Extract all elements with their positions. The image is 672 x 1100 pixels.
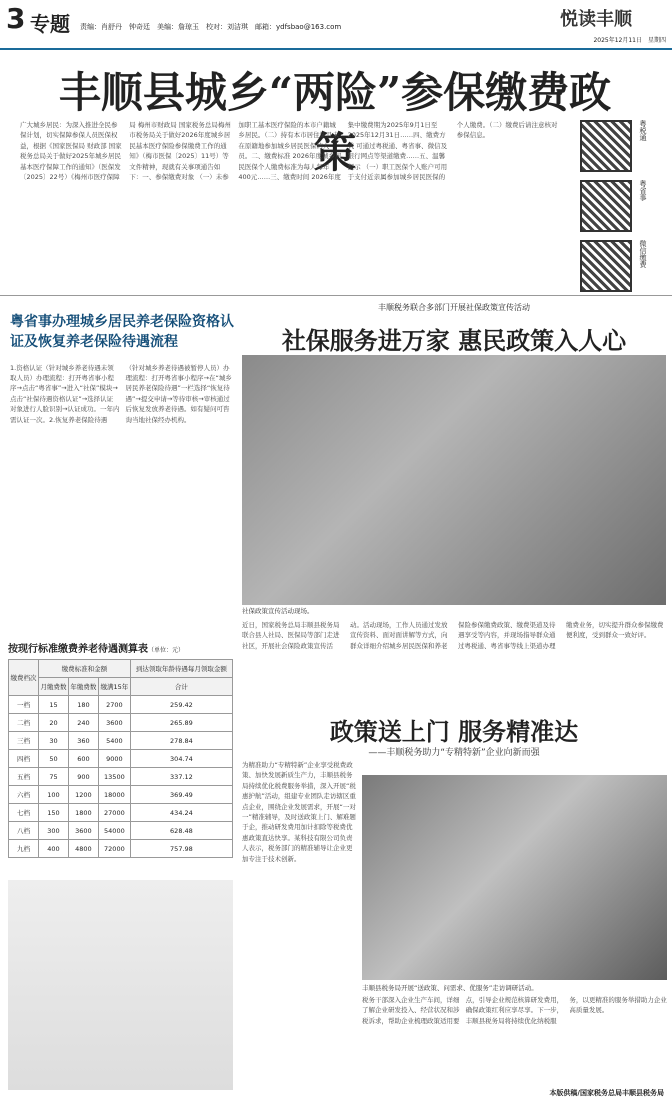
- page-number: 3: [6, 2, 26, 35]
- table-cell: 4800: [68, 840, 98, 858]
- photo-caption: 社保政策宣传活动现场。: [242, 607, 314, 615]
- table-header: 合计: [130, 678, 232, 696]
- table-cell: 九档: [9, 840, 39, 858]
- article-body: 近日，国家税务总局丰顺县税务局联合县人社局、医保局等部门走进社区，开展社会保险政策宣传活动。活动现场，工作人员通过发放宣传资料、面对面讲解等方式，向群众详细介绍城乡居民医保和养老保险参保缴费政策、缴费渠道及待遇享受等内容，并现场指导群众通过粤税通、粤省事等线上渠道办理缴费业务，切实提升群众参保缴费便利度，受到群众一致好评。: [242, 621, 664, 650]
- event-photo: [242, 355, 666, 605]
- table-row: [9, 840, 233, 858]
- table-cell: 400: [38, 840, 68, 858]
- table-header: 缴满15年: [98, 678, 130, 696]
- table-cell: 1800: [68, 804, 98, 822]
- table-row: [9, 822, 233, 840]
- fee-table: [8, 659, 233, 858]
- table-cell: 5400: [98, 732, 130, 750]
- qr-label: 微信缴费: [639, 240, 647, 268]
- table-cell: 628.48: [130, 822, 232, 840]
- table-cell: 18000: [98, 786, 130, 804]
- left-article: [10, 300, 235, 653]
- fee-table-title: [8, 640, 233, 655]
- table-cell: 五档: [9, 768, 39, 786]
- section-divider: [0, 295, 672, 296]
- table-cell: 757.98: [130, 840, 232, 858]
- article-title: 社保服务进万家 惠民政策入人心: [281, 326, 627, 355]
- footer-credit: 本版供稿/国家税务总局丰顺县税务局: [549, 1089, 664, 1097]
- table-cell: 180: [68, 696, 98, 714]
- fee-table-unit: （单位：元）: [148, 647, 185, 654]
- left-article-title: 粤省事办理城乡居民养老保险资格认证及恢复养老保险待遇流程: [10, 314, 234, 351]
- table-cell: 360: [68, 732, 98, 750]
- qr-code-icon[interactable]: [580, 180, 632, 232]
- qr-code-icon[interactable]: [580, 120, 632, 172]
- table-row: [9, 768, 233, 786]
- table-cell: 54000: [98, 822, 130, 840]
- left-article-body: 1.资格认证（针对城乡养老待遇未领取人员）办理流程：打开粤省事小程序→点击“粤省事”→进入“社保”模块→点击“社保待遇资格认证”→选择认证对象进行人脸识别→认证成功。一年内需认证一次。2.恢复养老保险待遇（针对城乡养老待遇被暂停人员）办理流程：打开粤省事小程序→在“城乡居民养老保险待遇”一栏选择“恢复待遇”→提交申请→等待审核→审核通过后恢复发放养老待遇。如有疑问可咨询当地社保经办机构。: [10, 363, 232, 424]
- table-cell: 259.42: [130, 696, 232, 714]
- factory-photo: [362, 775, 667, 980]
- table-cell: 二档: [9, 714, 39, 732]
- table-cell: 300: [38, 822, 68, 840]
- article-body-left: 为精准助力“专精特新”企业享受税费政策、加快发展新质生产力，丰顺县税务局持续优化税费服务举措，深入开展“税惠护航”活动，组建专业团队走访辖区重点企业，围绕企业发展需求，开展“一对一”精准辅导，及时送政策上门、解难题于企，推动研发费用加计扣除等税费优惠政策直达快享。某科技有限公司负责人表示，税务部门的精准辅导让企业更加专注于技术创新。: [242, 761, 356, 863]
- lead-article-body: 广大城乡居民：为深入推进全民参保计划，切实保障参保人员医保权益，根据《国家医保局 财政部 国家税务总局关于做好2025年城乡居民基本医疗保障工作的通知》（医保发〔2025〕22号）《梅州市医疗保障局 梅州市财政局 国家税务总局梅州市税务局关于做好2026年度城乡居民基本医疗保险参保缴费工作的通知》（梅市医保〔2025〕11号）等文件精神，现就有关事项通告如下：一、参保缴费对象 （一）未参加职工基本医疗保险的本市户籍城乡居民。（二）持有本市居住证且未在原籍地参加城乡居民医保的人员。二、缴费标准 2026年度城乡居民医保个人缴费标准为每人每年400元……三、缴费时间 2026年度集中缴费期为2025年9月1日至2025年12月31日……四、缴费方式 可通过粤税通、粤省事、微信及银行网点等渠道缴费……五、温馨提示 （一）职工医保个人账户可用于支付近亲属参加城乡居民医保的个人缴费。（二）缴费后请注意核对参保信息。: [20, 121, 558, 181]
- article-body-right: 税务干部深入企业生产车间，详细了解企业研发投入、经营状况和涉税诉求，帮助企业梳理政策适用要点，引导企业规范核算研发费用，确保政策红利应享尽享。下一步，丰顺县税务局将持续优化纳税服务，以更精准的服务举措助力企业高质量发展。: [362, 996, 667, 1025]
- table-row: [9, 750, 233, 768]
- table-cell: 15: [38, 696, 68, 714]
- table-header: 到达领取年龄待遇每月领取金额: [130, 660, 232, 678]
- table-cell: 369.49: [130, 786, 232, 804]
- table-cell: 75: [38, 768, 68, 786]
- table-cell: 900: [68, 768, 98, 786]
- table-cell: 一档: [9, 696, 39, 714]
- table-cell: 三档: [9, 732, 39, 750]
- page-header: [0, 0, 672, 50]
- table-cell: 265.89: [130, 714, 232, 732]
- table-header: 缴费标准和金额: [38, 660, 130, 678]
- main-headline: 丰顺县城乡“两险”参保缴费政策: [58, 68, 612, 177]
- credits: 责编：肖舒丹 钟奇廷 美编：詹琼玉 校对：刘洁琪 邮箱：ydfsbao@163.com: [80, 23, 342, 31]
- article-subtitle-2: ——丰顺税务助力“专精特新”企业向新而强: [368, 748, 540, 758]
- article-kicker: 丰顺税务联合多部门开展社保政策宣传活动: [378, 303, 530, 312]
- table-cell: 434.24: [130, 804, 232, 822]
- table-cell: 七档: [9, 804, 39, 822]
- table-cell: 1200: [68, 786, 98, 804]
- table-cell: 50: [38, 750, 68, 768]
- table-cell: 150: [38, 804, 68, 822]
- qr-code-panel: [580, 120, 665, 300]
- table-row: [9, 804, 233, 822]
- qr-label: 粤省事: [639, 180, 647, 201]
- header-rule: [0, 48, 672, 50]
- table-row: [9, 696, 233, 714]
- table-cell: 3600: [98, 714, 130, 732]
- section-title: 专题: [30, 12, 70, 36]
- table-header: 缴费档次: [9, 660, 39, 696]
- table-cell: 13500: [98, 768, 130, 786]
- table-cell: 20: [38, 714, 68, 732]
- table-cell: 六档: [9, 786, 39, 804]
- table-header: 月缴费数: [38, 678, 68, 696]
- table-cell: 9000: [98, 750, 130, 768]
- table-cell: 27000: [98, 804, 130, 822]
- table-cell: 304.74: [130, 750, 232, 768]
- table-cell: 337.12: [130, 768, 232, 786]
- illustration-elderly: [8, 880, 233, 1090]
- table-cell: 四档: [9, 750, 39, 768]
- table-cell: 240: [68, 714, 98, 732]
- table-cell: 3600: [68, 822, 98, 840]
- table-cell: 八档: [9, 822, 39, 840]
- qr-code-icon[interactable]: [580, 240, 632, 292]
- fee-table-block: [8, 640, 233, 858]
- article-title-2: 政策送上门 服务精准达: [329, 717, 579, 746]
- table-row: [9, 786, 233, 804]
- table-cell: 600: [68, 750, 98, 768]
- fee-table-title-text: 按现行标准缴费养老待遇测算表: [8, 644, 148, 655]
- qr-label: 粤税通: [639, 120, 647, 141]
- issue-date: 2025年12月11日 星期四: [593, 37, 666, 44]
- table-row: [9, 732, 233, 750]
- table-cell: 278.84: [130, 732, 232, 750]
- table-header: 年缴费数: [68, 678, 98, 696]
- right-top-article: [242, 300, 666, 356]
- table-cell: 30: [38, 732, 68, 750]
- table-row: [9, 714, 233, 732]
- photo-caption-2: 丰顺县税务局开展“送政策、问需求、优服务”走访调研活动。: [362, 984, 538, 992]
- table-cell: 100: [38, 786, 68, 804]
- table-cell: 72000: [98, 840, 130, 858]
- table-cell: 2700: [98, 696, 130, 714]
- brand-logo: 悦读丰顺: [560, 9, 632, 30]
